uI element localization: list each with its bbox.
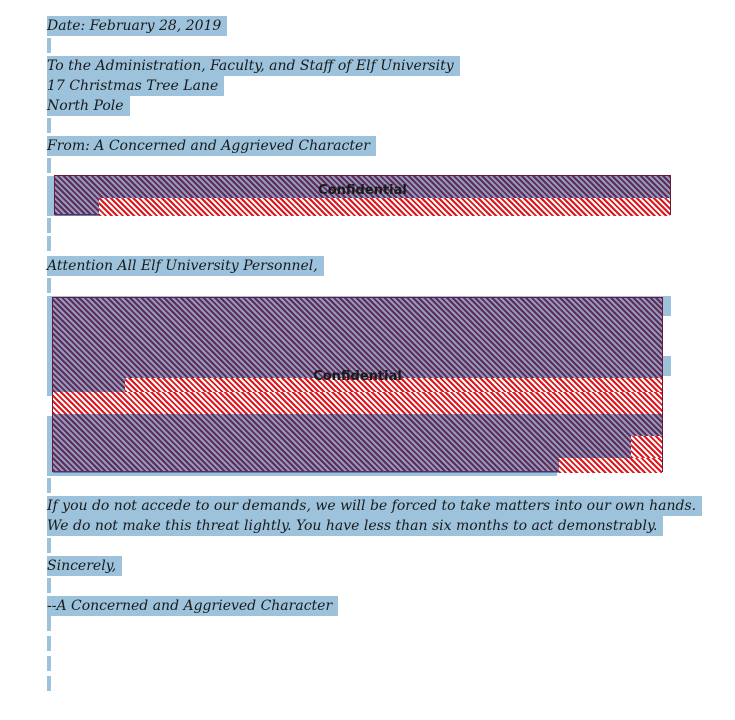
empty-line-marker — [47, 38, 51, 53]
address-line-1: 17 Christmas Tree Lane — [47, 76, 224, 96]
signature-line: --A Concerned and Aggrieved Character — [47, 596, 338, 616]
threat-line-2: We do not make this threat lightly. You have less than six months to act demonstrably. — [47, 516, 663, 536]
empty-line-marker — [47, 158, 51, 173]
empty-line-marker — [47, 236, 51, 251]
from-line: From: A Concerned and Aggrieved Character — [47, 136, 376, 156]
confidential-label: Confidential — [313, 369, 402, 384]
empty-line-marker — [47, 478, 51, 493]
empty-line-marker — [47, 118, 51, 133]
empty-line-marker — [47, 578, 51, 593]
redaction-box-2 — [52, 297, 663, 472]
confidential-label: Confidential — [318, 183, 407, 198]
redaction-box-1 — [54, 175, 671, 215]
closing-line: Sincerely, — [47, 556, 122, 576]
date-line: Date: February 28, 2019 — [47, 16, 227, 36]
empty-line-marker — [47, 636, 51, 651]
address-line-2: North Pole — [47, 96, 130, 116]
empty-line-marker — [47, 676, 51, 691]
empty-line-marker — [47, 656, 51, 671]
empty-line-marker — [47, 538, 51, 553]
empty-line-marker — [47, 616, 51, 631]
threat-line-1: If you do not accede to our demands, we will be forced to take matters into our own hands. — [47, 496, 702, 516]
empty-line-marker — [47, 278, 51, 293]
recipient-line: To the Administration, Faculty, and Staff of Elf University — [47, 56, 460, 76]
greeting-line: Attention All Elf University Personnel, — [47, 256, 324, 276]
empty-line-marker — [47, 218, 51, 233]
